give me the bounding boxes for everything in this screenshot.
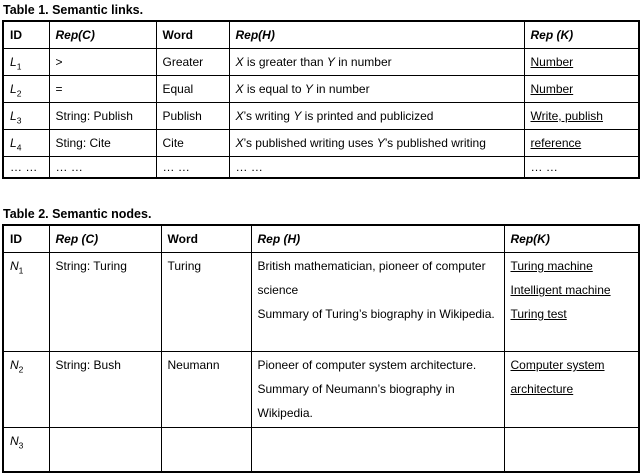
- cell-rep-c: [49, 428, 161, 473]
- cell-word: Equal: [156, 76, 229, 103]
- cell-id: $L_1$: [3, 49, 49, 76]
- table-row: [3, 76, 639, 103]
- cell-rep-c: String: Publish: [49, 103, 156, 130]
- cell-rep-k: [524, 130, 639, 157]
- cell-id: $L_3$: [3, 103, 49, 130]
- cell-id: … …: [3, 157, 49, 179]
- keyword-link: Number: [530, 55, 574, 69]
- cell-word: … …: [156, 157, 229, 179]
- cell-word: Cite: [156, 130, 229, 157]
- keyword-link: Number: [530, 82, 574, 96]
- header-rep-k: Rep(K): [504, 225, 639, 253]
- table-row: [3, 352, 639, 428]
- cell-rep-k: [524, 76, 639, 103]
- cell-rep-h: X’s writing Y is printed and publicized: [229, 103, 524, 130]
- cell-word: Publish: [156, 103, 229, 130]
- table-row: [3, 103, 639, 130]
- cell-id: $N_1$: [3, 253, 49, 352]
- cell-id: $L_4$: [3, 130, 49, 157]
- table-row-ellipsis: [3, 157, 639, 179]
- cell-id: $N_3$: [3, 428, 49, 473]
- header-id: ID: [3, 225, 49, 253]
- table2-caption: Table 2. Semantic nodes.: [3, 207, 152, 221]
- table-row: [3, 49, 639, 76]
- keyword-link: Intelligent machine: [510, 283, 611, 297]
- cell-rep-c: String: Turing: [49, 253, 161, 352]
- cell-rep-c: =: [49, 76, 156, 103]
- header-rep-h: Rep(H): [229, 21, 524, 49]
- table-row: [3, 428, 639, 473]
- cell-word: Greater: [156, 49, 229, 76]
- cell-rep-c: Sting: Cite: [49, 130, 156, 157]
- cell-rep-c: >: [49, 49, 156, 76]
- cell-rep-k: … …: [524, 157, 639, 179]
- cell-rep-h: X is greater than Y in number: [229, 49, 524, 76]
- header-rep-c: Rep(C): [49, 21, 156, 49]
- cell-rep-k: [524, 49, 639, 76]
- cell-rep-k: [504, 428, 639, 473]
- header-id: ID: [3, 21, 49, 49]
- semantic-nodes-table: [2, 224, 640, 473]
- table2-header-row: [3, 225, 639, 253]
- header-word: Word: [161, 225, 251, 253]
- cell-rep-c: String: Bush: [49, 352, 161, 428]
- cell-id: $N_2$: [3, 352, 49, 428]
- keyword-link: reference: [530, 136, 582, 150]
- cell-rep-k: [504, 352, 639, 428]
- cell-rep-h: [251, 428, 504, 473]
- header-rep-c: Rep (C): [49, 225, 161, 253]
- cell-rep-h: Pioneer of computer system architecture. Summary of Neumann’s biography in Wikipedia.: [251, 352, 504, 428]
- cell-rep-c: … …: [49, 157, 156, 179]
- table1-caption: Table 1. Semantic links.: [3, 3, 144, 17]
- keyword-link: Write, publish: [530, 109, 603, 123]
- keyword-link: Turing test: [510, 307, 567, 321]
- cell-word: [161, 428, 251, 473]
- header-rep-k: Rep (K): [524, 21, 639, 49]
- cell-rep-h: X’s published writing uses Y’s published writing: [229, 130, 524, 157]
- cell-word: Turing: [161, 253, 251, 352]
- header-word: Word: [156, 21, 229, 49]
- cell-word: Neumann: [161, 352, 251, 428]
- cell-rep-h: British mathematician, pioneer of computer science Summary of Turing’s biography in Wikipedia.: [251, 253, 504, 352]
- cell-rep-h: … …: [229, 157, 524, 179]
- cell-id: $L_2$: [3, 76, 49, 103]
- header-rep-h: Rep (H): [251, 225, 504, 253]
- keyword-link: Turing machine: [510, 259, 593, 273]
- cell-rep-k: [524, 103, 639, 130]
- table1-header-row: [3, 21, 639, 49]
- keyword-link: Computer system architecture: [510, 358, 605, 396]
- cell-rep-k: [504, 253, 639, 352]
- table-row: [3, 253, 639, 352]
- table-row: [3, 130, 639, 157]
- semantic-links-table: [2, 20, 640, 179]
- cell-rep-h: X is equal to Y in number: [229, 76, 524, 103]
